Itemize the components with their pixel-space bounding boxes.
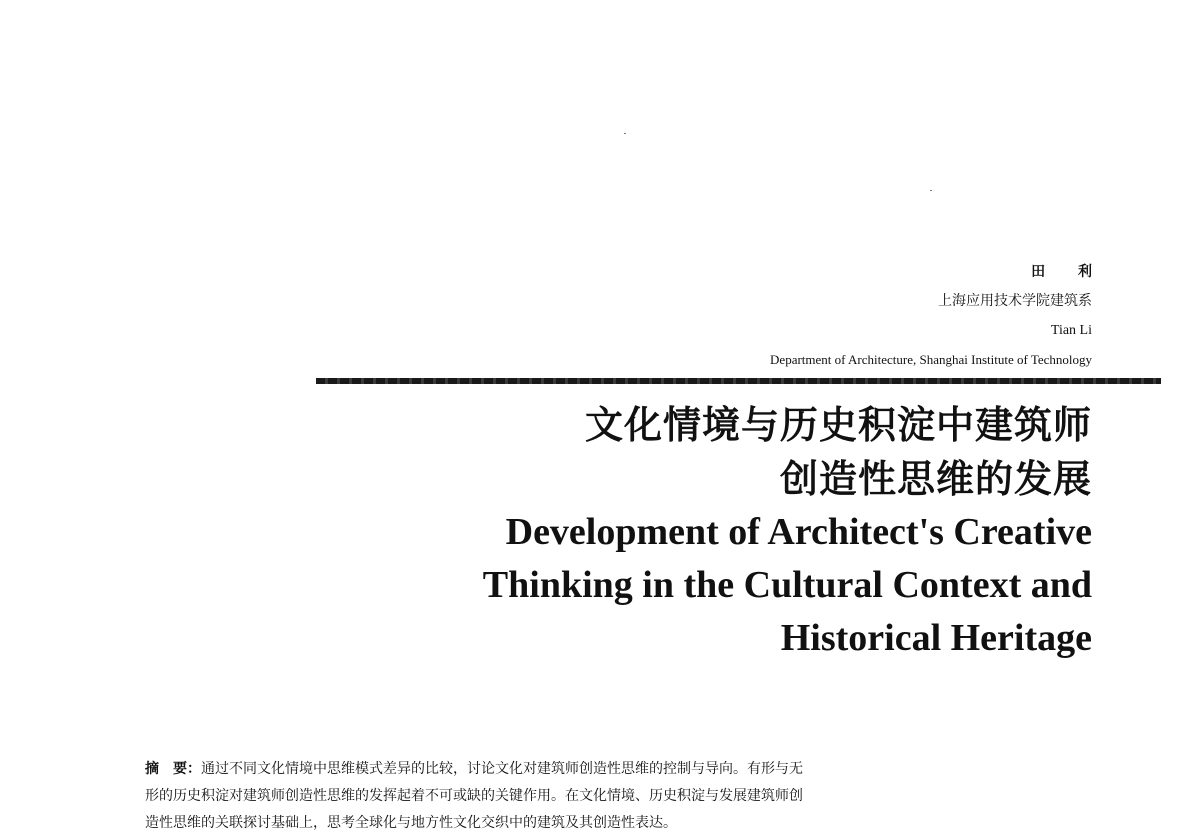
abstract-line-3: 造性思维的关联探讨基础上，思考全球化与地方性文化交织中的建筑及其创造性表达。 — [145, 815, 677, 831]
title-block — [483, 398, 1092, 665]
affiliation-cn: 上海应用技术学院建筑系 — [938, 293, 1092, 309]
title-cn-line-1: 文化情境与历史积淀中建筑师 — [584, 403, 1092, 447]
title-en-line-3: Historical Heritage — [780, 617, 1092, 659]
affiliation-en: Department of Architecture, Shanghai Institute of Technology — [770, 352, 1092, 367]
title-en-line-1: Development of Architect's Creative — [505, 511, 1092, 553]
title-cn-line-2: 创造性思维的发展 — [779, 457, 1092, 501]
scan-speck — [930, 190, 932, 191]
abstract-text-1: 通过不同文化情境中思维模式差异的比较，讨论文化对建筑师创造性思维的控制与导向。有形与无 — [201, 761, 803, 777]
scan-speck — [624, 133, 626, 134]
author-name-en: Tian Li — [1050, 323, 1092, 338]
title-divider-rule — [316, 378, 1161, 384]
author-name-cn: 田 利 — [1031, 264, 1106, 280]
abstract-line-2: 形的历史积淀对建筑师创造性思维的发挥起着不可或缺的关键作用。在文化情境、历史积淀与发展建筑师创 — [145, 788, 803, 804]
abstract-label: 摘 要： — [145, 761, 201, 777]
abstract-line-1 — [145, 756, 1060, 783]
title-en-line-2: Thinking in the Cultural Context and — [482, 564, 1092, 606]
author-block — [770, 258, 1106, 374]
